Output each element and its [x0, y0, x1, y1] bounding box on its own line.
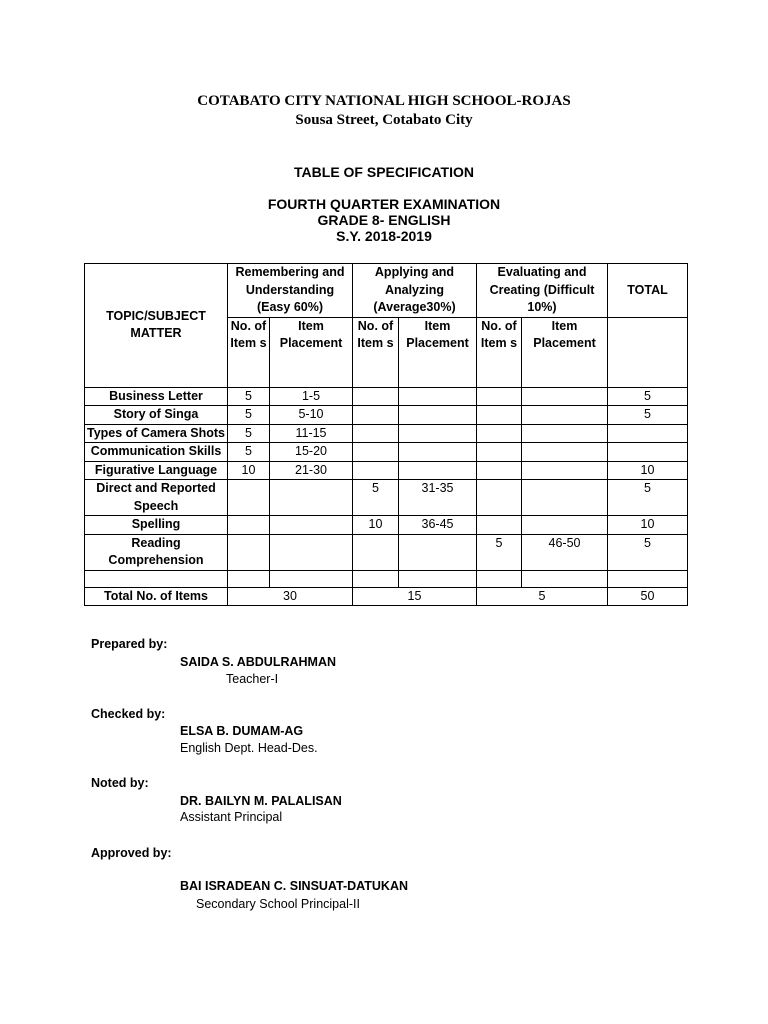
row-remembering-placement: 21-30 [270, 461, 353, 480]
table-row [85, 534, 688, 570]
row-evaluating-no [477, 443, 522, 462]
row-evaluating-placement [522, 461, 608, 480]
exam-title: FOURTH QUARTER EXAMINATION [267, 196, 501, 212]
row-applying-placement: 31-35 [399, 480, 477, 516]
topic-header: TOPIC/SUBJECT MATTER [85, 264, 228, 388]
row-applying-no [353, 534, 399, 570]
row-applying-placement [399, 387, 477, 406]
row-total: 5 [608, 406, 688, 425]
row-remembering-placement: 1-5 [270, 387, 353, 406]
row-total: 10 [608, 461, 688, 480]
row-evaluating-no [477, 387, 522, 406]
evaluating-no-items-label: No. of Item s [477, 317, 522, 387]
row-applying-no [353, 461, 399, 480]
applying-no-items-label: No. of Item s [353, 317, 399, 387]
row-topic: Types of Camera Shots [85, 424, 228, 443]
row-remembering-no [228, 480, 270, 516]
table-row [85, 406, 688, 425]
table-row [85, 424, 688, 443]
row-evaluating-placement [522, 443, 608, 462]
checked-label: Checked by: [91, 707, 166, 721]
prepared-label: Prepared by: [91, 637, 168, 651]
row-evaluating-no [477, 480, 522, 516]
noted-title: Assistant Principal [180, 810, 283, 824]
totals-applying: 15 [353, 587, 477, 606]
row-total: 5 [608, 387, 688, 406]
row-evaluating-no: 5 [477, 534, 522, 570]
row-applying-placement [399, 461, 477, 480]
row-applying-placement [399, 443, 477, 462]
row-remembering-no: 5 [228, 443, 270, 462]
row-topic: Business Letter [85, 387, 228, 406]
total-header: TOTAL [608, 264, 688, 318]
row-remembering-placement: 5-10 [270, 406, 353, 425]
row-applying-placement [399, 424, 477, 443]
prepared-title: Teacher-I [226, 672, 279, 686]
header-row-top [85, 264, 688, 318]
approved-title: Secondary School Principal-II [196, 897, 360, 911]
row-remembering-no: 5 [228, 424, 270, 443]
row-remembering-placement: 11-15 [270, 424, 353, 443]
row-evaluating-no [477, 461, 522, 480]
row-remembering-no: 5 [228, 387, 270, 406]
table-row [85, 480, 688, 516]
noted-label: Noted by: [91, 776, 149, 790]
row-remembering-placement [270, 516, 353, 535]
totals-grand: 50 [608, 587, 688, 606]
specification-table [84, 263, 688, 606]
checked-name: ELSA B. DUMAM-AG [180, 724, 304, 738]
row-evaluating-no [477, 406, 522, 425]
row-applying-no [353, 443, 399, 462]
table-title: TABLE OF SPECIFICATION [294, 164, 474, 180]
row-remembering-placement: 15-20 [270, 443, 353, 462]
total-sub-empty [608, 317, 688, 387]
row-applying-no: 10 [353, 516, 399, 535]
totals-label: Total No. of Items [85, 587, 228, 606]
remembering-no-items-label: No. of Item s [228, 317, 270, 387]
row-applying-placement: 36-45 [399, 516, 477, 535]
row-applying-no [353, 387, 399, 406]
noted-name: DR. BAILYN M. PALALISAN [180, 794, 342, 808]
applying-placement-label: Item Placement [399, 317, 477, 387]
row-evaluating-placement [522, 424, 608, 443]
table-row [85, 516, 688, 535]
row-evaluating-no [477, 516, 522, 535]
row-total: 5 [608, 480, 688, 516]
table-row [85, 387, 688, 406]
row-remembering-placement [270, 534, 353, 570]
table-row [85, 443, 688, 462]
row-applying-no: 5 [353, 480, 399, 516]
row-remembering-no: 10 [228, 461, 270, 480]
evaluating-header: Evaluating and Creating (Difficult 10%) [477, 264, 608, 318]
remembering-header: Remembering and Understanding (Easy 60%) [228, 264, 353, 318]
row-evaluating-placement [522, 406, 608, 425]
approved-label: Approved by: [91, 846, 172, 860]
row-total: 10 [608, 516, 688, 535]
row-evaluating-placement [522, 387, 608, 406]
applying-header: Applying and Analyzing (Average30%) [353, 264, 477, 318]
remembering-placement-label: Item Placement [270, 317, 353, 387]
checked-title: English Dept. Head-Des. [180, 741, 318, 755]
table-body [85, 387, 688, 570]
row-evaluating-placement [522, 516, 608, 535]
school-name: COTABATO CITY NATIONAL HIGH SCHOOL-ROJAS [197, 93, 571, 109]
totals-evaluating: 5 [477, 587, 608, 606]
row-applying-no [353, 424, 399, 443]
totals-remembering: 30 [228, 587, 353, 606]
row-total [608, 443, 688, 462]
row-remembering-no: 5 [228, 406, 270, 425]
grade-title: GRADE 8- ENGLISH [317, 212, 451, 228]
row-remembering-no [228, 516, 270, 535]
row-applying-no [353, 406, 399, 425]
row-topic: Reading Comprehension [85, 534, 228, 570]
school-address: Sousa Street, Cotabato City [295, 112, 473, 128]
row-remembering-placement [270, 480, 353, 516]
table-row [85, 461, 688, 480]
row-topic: Figurative Language [85, 461, 228, 480]
blank-row [85, 570, 688, 587]
row-topic: Direct and Reported Speech [85, 480, 228, 516]
totals-row [85, 587, 688, 606]
row-applying-placement [399, 534, 477, 570]
row-total [608, 424, 688, 443]
row-applying-placement [399, 406, 477, 425]
evaluating-placement-label: Item Placement [522, 317, 608, 387]
prepared-name: SAIDA S. ABDULRAHMAN [180, 655, 337, 669]
row-evaluating-placement [522, 480, 608, 516]
row-total: 5 [608, 534, 688, 570]
approved-name: BAI ISRADEAN C. SINSUAT-DATUKAN [180, 879, 409, 893]
row-topic: Spelling [85, 516, 228, 535]
row-remembering-no [228, 534, 270, 570]
row-topic: Story of Singa [85, 406, 228, 425]
row-evaluating-no [477, 424, 522, 443]
row-topic: Communication Skills [85, 443, 228, 462]
row-evaluating-placement: 46-50 [522, 534, 608, 570]
school-year: S.Y. 2018-2019 [336, 228, 432, 244]
